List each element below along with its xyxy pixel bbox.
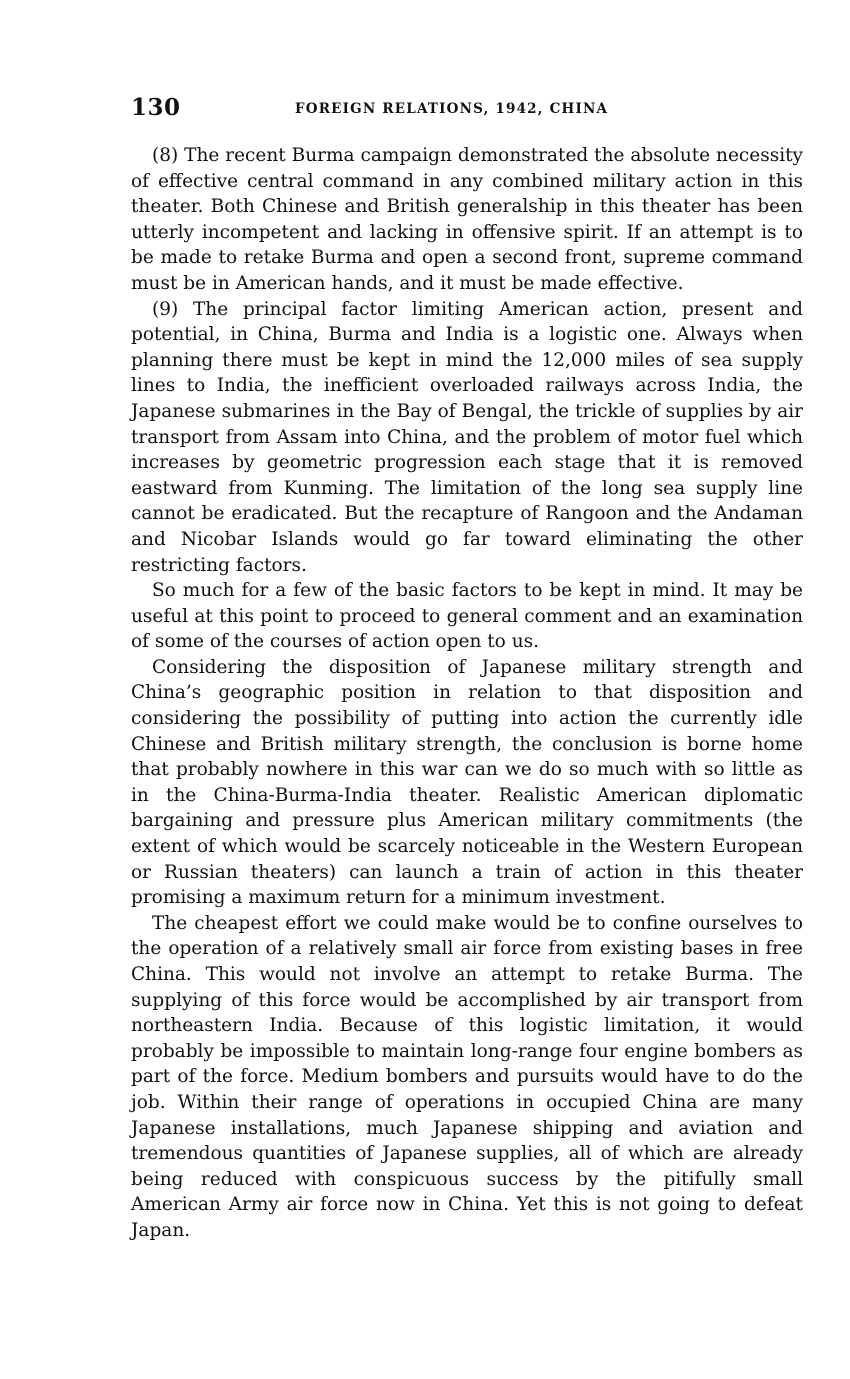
paragraph-disposition: Considering the disposition of Japanese military strength and China’s geographic position in relation to that disposition and considering the possibility of putting into action the currently idle Chinese and British military strength, the conclusion is borne home that probably nowhere in this war can we do so much with so little as in the China-Burma-India theater. Realistic American diplomatic bargaining and pressure plus American military commitments (the extent of which would be scarcely noticeable in the Western European or Russian theaters) can launch a train of action in this theater promising a maximum return for a minimum investment. (131, 656, 803, 909)
page-number: 130 (131, 94, 181, 121)
paragraph-9: (9) The principal factor limiting American action, present and potential, in China, Burma and India is a logistic one. Always when planning there must be kept in mind the 12,000 miles of sea supply lines to India, the inefficient overloaded railways across India, the Japanese submarines in the Bay of Bengal, the trickle of supplies by air transport from Assam into China, and the problem of motor fuel which increases by geometric progression each stage that it is removed eastward from Kunming. The limitation of the long sea supply line cannot be eradicated. But the recapture of Rangoon and the Andaman and Nicobar Islands would go far toward eliminating the other restricting factors. (131, 298, 803, 576)
running-title: FOREIGN RELATIONS, 1942, CHINA (295, 101, 609, 117)
body-text (131, 143, 803, 1244)
paragraph-basic-factors: So much for a few of the basic factors to be kept in mind. It may be useful at this point to proceed to general comment and an examination of some of the courses of action open to us. (131, 580, 803, 653)
page-header (131, 94, 803, 126)
paragraph-8: (8) The recent Burma campaign demonstrated the absolute necessity of effective central command in any combined military action in this theater. Both Chinese and British generalship in this theater has been utterly incompetent and lacking in offensive spirit. If an attempt is to be made to retake Burma and open a second front, supreme command must be in American hands, and it must be made effective. (131, 145, 803, 294)
paragraph-cheapest-effort: The cheapest effort we could make would be to confine ourselves to the operation of a relatively small air force from existing bases in free China. This would not involve an attempt to retake Burma. The supplying of this force would be accomplished by air transport from northeastern India. Because of this logistic limitation, it would probably be impossible to maintain long-range four engine bombers as part of the force. Medium bombers and pursuits would have to do the job. Within their range of operations in occupied China are many Japanese installations, much Japanese shipping and aviation and tremendous quantities of Japanese supplies, all of which are already being reduced with conspicuous success by the pitifully small American Army air force now in China. Yet this is not going to defeat Japan. (131, 912, 803, 1241)
